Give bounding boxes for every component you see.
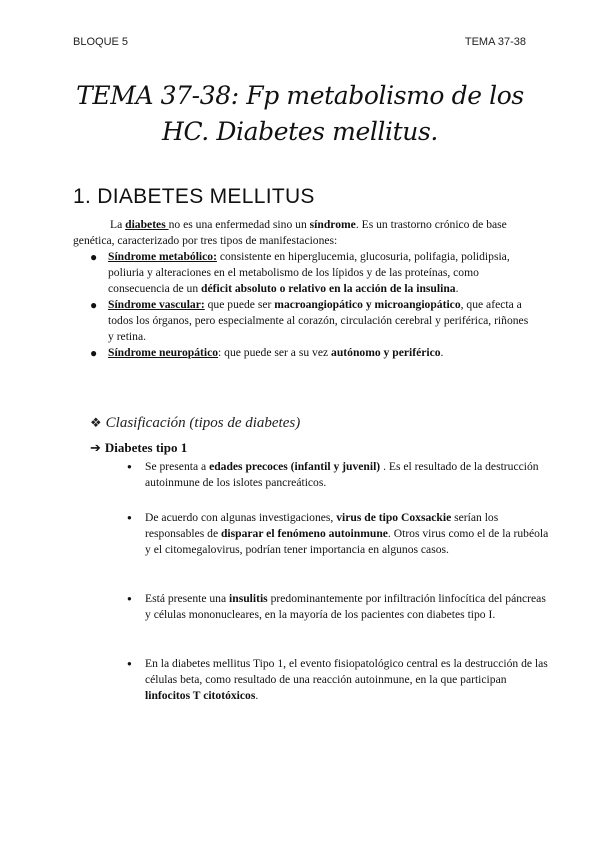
list-item: [127, 656, 550, 704]
bullet-label: Síndrome metabólico:: [108, 250, 217, 263]
intro-text-1: La: [110, 218, 126, 231]
header-right: TEMA 37-38: [464, 36, 526, 48]
list-item: [127, 459, 550, 491]
document-title: [60, 78, 540, 150]
title-line-2: HC. Diabetes mellitus.: [162, 117, 438, 146]
bullet-text: , que afecta a todos los órganos, pero especialmente al corazón, circulación cerebral y periférica, riñones y retina.: [108, 298, 529, 343]
item-text: Se presenta a: [145, 460, 210, 473]
bullet-dot-icon: ●: [90, 298, 98, 312]
item-text: predominantemente por infiltración linfocítica del páncreas y células mononucleares, en la mayoría de los pacientes con diabetes tipo I.: [145, 592, 546, 621]
bullet-text: que puede ser: [204, 298, 275, 311]
bullet-dot-icon: ●: [90, 346, 98, 360]
item-bold: edades precoces (infantil y juvenil): [209, 460, 381, 473]
item-text: . Otros virus como el de la rubéola y el citomegalovirus, podrían tener importancia en algunos casos.: [145, 527, 549, 556]
type1-title: Diabetes tipo 1: [104, 440, 188, 455]
item-bold: disparar el fenómeno autoinmune: [220, 527, 388, 540]
item-text: .: [255, 689, 259, 702]
section-heading: 1. DIABETES MELLITUS: [73, 185, 315, 208]
intro-text-3: . Es un trastorno crónico de base genética, caracterizado por tres tipos de manifestaciones:: [73, 218, 507, 247]
list-item: [90, 249, 530, 297]
type1-heading: [90, 440, 187, 456]
bullet-text: .: [440, 346, 444, 359]
intro-term-sindrome: síndrome: [309, 218, 356, 231]
bullet-bold: autónomo y periférico: [331, 346, 441, 359]
bullet-dot-icon: ●: [127, 513, 132, 522]
bullet-label: Síndrome neuropático: [108, 346, 219, 359]
item-bold: linfocitos T citotóxicos: [145, 689, 256, 702]
intro-text-2: no es una enfermedad sino un: [168, 218, 310, 231]
title-line-1: TEMA 37-38: Fp metabolismo de los: [76, 81, 524, 110]
header-left: BLOQUE 5: [73, 36, 129, 48]
bullet-text: consistente en hiperglucemia, glucosuria, polifagia, polidipsia, poliuria y alteraciones en el metabolismo de los lípidos y de las proteínas, como consecuencia de un: [108, 250, 510, 295]
intro-term-diabetes: diabetes: [125, 218, 169, 231]
item-text: serían los responsables de: [145, 511, 499, 540]
list-item: [127, 591, 550, 623]
item-text: Está presente una: [145, 592, 230, 605]
item-text: De acuerdo con algunas investigaciones,: [145, 511, 337, 524]
item-text: En la diabetes mellitus Tipo 1, el evento fisiopatológico central es la destrucción de las células beta, como resultado de una reacción autoinmune, en la que participan: [145, 657, 548, 686]
diamond-bullet-icon: ❖: [90, 415, 102, 430]
list-item: [127, 510, 550, 558]
bullet-text: .: [455, 282, 459, 295]
bullet-bold: macroangiopático y microangiopático: [274, 298, 461, 311]
bullet-bold: déficit absoluto o relativo en la acción de la insulina: [201, 282, 456, 295]
arrow-right-icon: ➔: [90, 440, 101, 455]
bullet-dot-icon: ●: [127, 659, 132, 668]
bullet-text: : que puede ser a su vez: [218, 346, 332, 359]
list-item: [90, 297, 530, 345]
list-item: [90, 345, 530, 361]
item-bold: virus de tipo Coxsackie: [336, 511, 452, 524]
bullet-dot-icon: ●: [127, 594, 132, 603]
intro-paragraph: [73, 217, 528, 249]
classification-heading: [90, 415, 300, 432]
item-text: . Es el resultado de la destrucción autoinmune de los islotes pancreáticos.: [145, 460, 539, 489]
classification-title: Clasificación (tipos de diabetes): [105, 415, 301, 431]
bullet-label: Síndrome vascular:: [108, 298, 205, 311]
item-bold: insulitis: [229, 592, 268, 605]
bullet-dot-icon: ●: [127, 462, 132, 471]
manifestations-list: [90, 249, 530, 361]
bullet-dot-icon: ●: [90, 250, 98, 264]
